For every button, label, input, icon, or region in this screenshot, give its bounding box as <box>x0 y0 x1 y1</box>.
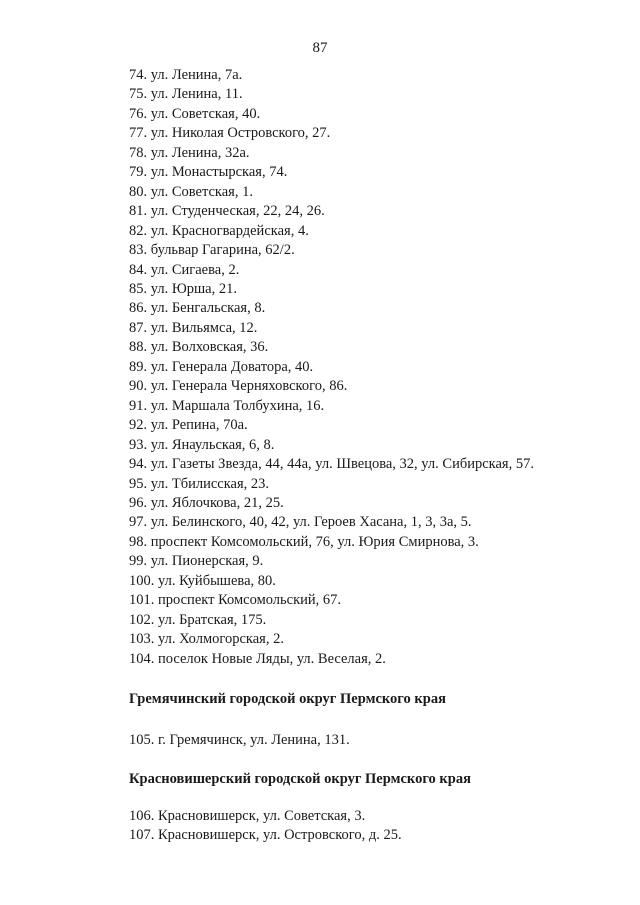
list-item: 80. ул. Советская, 1. <box>129 183 253 200</box>
list-item: 93. ул. Янаульская, 6, 8. <box>129 436 275 453</box>
list-item: 97. ул. Белинского, 40, 42, ул. Героев Хасана, 1, 3, 3а, 5. <box>129 514 472 531</box>
page-number: 87 <box>312 40 328 56</box>
section-heading-krasnovishersk: Красновишерский городской округ Пермского края <box>129 771 471 787</box>
list-item: 79. ул. Монастырская, 74. <box>129 164 288 181</box>
list-item: 85. ул. Юрша, 21. <box>129 280 237 297</box>
list-item: 86. ул. Бенгальская, 8. <box>129 300 266 317</box>
list-item: 92. ул. Репина, 70а. <box>129 417 248 434</box>
list-item: 75. ул. Ленина, 11. <box>129 86 243 103</box>
address-list-krasnovishersk <box>129 807 402 846</box>
list-item: 95. ул. Тбилисская, 23. <box>129 475 270 492</box>
list-item: 90. ул. Генерала Черняховского, 86. <box>129 378 348 395</box>
list-item: 98. проспект Комсомольский, 76, ул. Юрия Смирнова, 3. <box>129 533 479 550</box>
list-item: 107. Красновишерск, ул. Островского, д. 25. <box>129 827 402 844</box>
list-item: 104. поселок Новые Ляды, ул. Веселая, 2. <box>129 650 386 667</box>
list-item: 105. г. Гремячинск, ул. Ленина, 131. <box>129 732 350 748</box>
list-item: 83. бульвар Гагарина, 62/2. <box>129 242 295 259</box>
list-item: 91. ул. Маршала Толбухина, 16. <box>129 397 325 414</box>
list-item: 84. ул. Сигаева, 2. <box>129 261 240 278</box>
list-item: 102. ул. Братская, 175. <box>129 611 267 628</box>
list-item: 74. ул. Ленина, 7а. <box>129 67 243 83</box>
address-list <box>129 66 534 669</box>
list-item: 94. ул. Газеты Звезда, 44, 44а, ул. Швецова, 32, ул. Сибирская, 57. <box>129 456 534 473</box>
list-item: 106. Красновишерск, ул. Советская, 3. <box>129 808 366 824</box>
list-item: 89. ул. Генерала Доватора, 40. <box>129 358 314 375</box>
list-item: 101. проспект Комсомольский, 67. <box>129 592 342 609</box>
list-item: 100. ул. Куйбышева, 80. <box>129 572 276 589</box>
list-item: 88. ул. Волховская, 36. <box>129 339 269 356</box>
list-item: 99. ул. Пионерская, 9. <box>129 553 264 570</box>
address-list-gremyachinsk <box>129 731 350 750</box>
section-heading-gremyachinsk: Гремячинский городской округ Пермского края <box>129 691 446 707</box>
list-item: 96. ул. Яблочкова, 21, 25. <box>129 494 284 511</box>
list-item: 78. ул. Ленина, 32а. <box>129 144 250 161</box>
list-item: 81. ул. Студенческая, 22, 24, 26. <box>129 203 325 220</box>
list-item: 82. ул. Красногвардейская, 4. <box>129 222 309 239</box>
list-item: 87. ул. Вильямса, 12. <box>129 319 258 336</box>
list-item: 76. ул. Советская, 40. <box>129 105 261 122</box>
list-item: 77. ул. Николая Островского, 27. <box>129 125 331 142</box>
list-item: 103. ул. Холмогорская, 2. <box>129 631 284 648</box>
